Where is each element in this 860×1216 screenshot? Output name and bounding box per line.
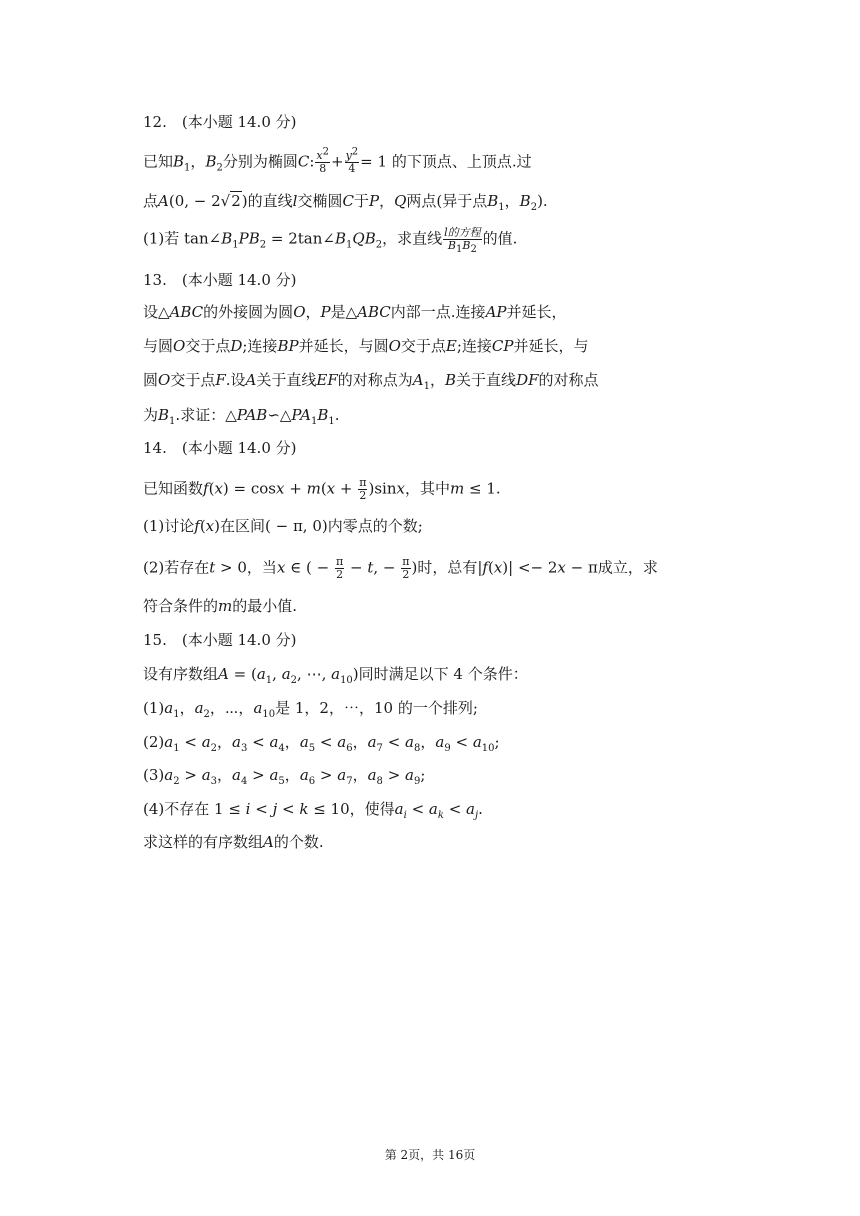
problem-13-line-3: 圆O交于点F.设A关于直线EF的对称点为$A_1$，B关于直线DF的对称点 (143, 371, 599, 392)
fraction: $\frac{\text{l的方程}}{B_1B_2}$ (444, 226, 481, 256)
fraction: $\frac{x^2}{8}$ (316, 146, 329, 175)
problem-13-line-4: 为$B_1$.求证：$\triangle PAB∽\triangle PA_1B_1$. (143, 406, 340, 427)
problem-15-header: 15. (本小题 14.0 分) (143, 631, 297, 649)
problem-14-line-3: (2)若存在t > 0，当x ∈ ( − $\frac{\pi}{2}$ − t, − $\frac{\pi}{2}$ )时，总有|f(x)| <− 2x − π成立，求 (143, 555, 658, 581)
problem-15-line-5: (4)不存在 1 ≤ i < j < k ≤ 10，使得$a_i < a_k < a_j$. (143, 800, 483, 821)
fraction: $\frac{\pi}{2}$ (402, 555, 410, 581)
fraction: $\frac{\pi}{2}$ (359, 476, 367, 502)
problem-15-line-3: $(2)a_1 < a_2$，$a_3 < a_4$，$a_5 < a_6$，$a_7 < a_8$，$a_9 < a_{10}$; (143, 733, 500, 754)
problem-14-line-1: 已知函数f(x) = cosx + m(x + $\frac{\pi}{2}$ )sinx，其中m ≤ 1. (143, 476, 501, 502)
problem-14-line-4: 符合条件的m的最小值. (143, 597, 298, 615)
fraction: $\frac{y^2}{4}$ (345, 146, 359, 175)
problem-12-line-1: 已知$B_1$，$B_2$分别为椭圆C: $\frac{x^2}{8}$ + $\frac{y^2}{4}$ = 1 的下顶点、上顶点.过 (143, 146, 532, 175)
problem-14-line-2: (1)讨论f(x)在区间( − π, 0)内零点的个数; (143, 517, 423, 535)
problem-12-header: 12. (本小题 14.0 分) (143, 113, 297, 131)
problem-12-line-3: (1)若 $\tan\angle B_1PB_2$ = $2\tan\angle B_1QB_2$，求直线 $\frac{\text{l的方程}}{B_1B_2}$ 的值. (143, 226, 518, 256)
problem-15-line-1: 设有序数组$A = (a_1$, $a_2$, ⋯, $a_{10}$)同时满足以下 4 个条件： (143, 665, 528, 686)
problem-13-header: 13. (本小题 14.0 分) (143, 271, 297, 289)
problem-12-line-2: 点A(0, − 2√2)的直线l交椭圆C于P，Q两点(异于点$B_1$，$B_2$). (143, 192, 548, 213)
problem-15-line-2: $(1)a_1$，$a_2$，⋯，$a_{10}$是 1，2，⋯，10 的一个排列; (143, 699, 478, 720)
fraction: $\frac{\pi}{2}$ (336, 555, 344, 581)
problem-15-line-6: 求这样的有序数组A的个数. (143, 833, 324, 851)
problem-15-line-4: $(3)a_2 > a_3$，$a_4 > a_5$，$a_6 > a_7$，$a_8 > a_9$; (143, 766, 426, 787)
problem-13-line-2: 与圆O交于点D;连接BP并延长，与圆O交于点E;连接CP并延长，与 (143, 337, 589, 355)
problem-14-header: 14. (本小题 14.0 分) (143, 439, 297, 457)
problem-13-line-1: 设△ABC的外接圆为圆O，P是△ABC内部一点.连接AP并延长， (143, 303, 567, 321)
page-footer: 第 2页，共 16页 (384, 1148, 476, 1162)
